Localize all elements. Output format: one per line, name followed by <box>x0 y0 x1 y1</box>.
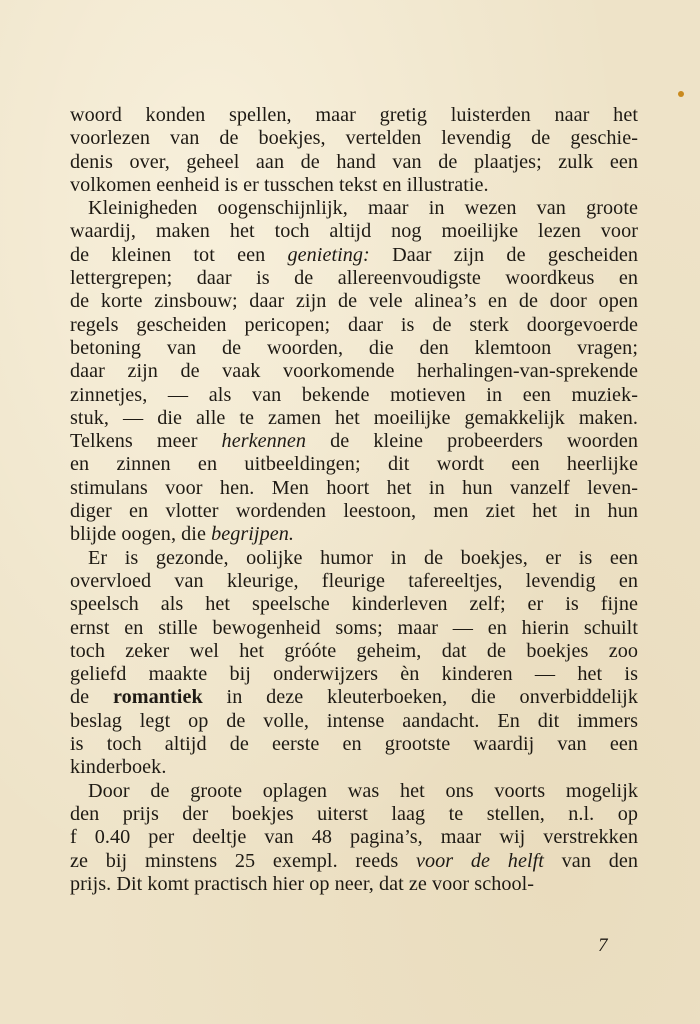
text-line <box>70 547 638 570</box>
text-line <box>70 290 638 313</box>
text-line <box>70 360 638 383</box>
text-run: regels gescheiden pericopen; daar is de sterk doorgevoerde <box>70 313 638 336</box>
text-run: f 0.40 per deeltje van 48 pagina’s, maar wij verstrekken <box>70 826 638 849</box>
text-line <box>70 733 638 756</box>
text-run: de <box>70 686 113 709</box>
text-run: den prijs der boekjes uiterst laag te stellen, n.l. op <box>70 802 638 825</box>
text-line <box>70 220 638 243</box>
text-line <box>70 267 638 290</box>
text-line <box>70 850 638 873</box>
text-line <box>70 477 638 500</box>
paragraph <box>70 547 638 780</box>
text-run: de kleinen tot een <box>70 243 288 266</box>
text-run: overvloed van kleurige, fleurige tafereeltjes, levendig en <box>70 569 638 592</box>
ink-spot <box>678 91 684 97</box>
paragraph <box>70 197 638 546</box>
text-run: toch zeker wel het gróóte geheim, dat de boekjes zoo <box>70 639 638 662</box>
italic-text: voor de helft <box>415 849 544 872</box>
text-line <box>70 174 638 197</box>
paragraph <box>70 104 638 197</box>
bold-text: romantiek <box>112 686 203 709</box>
text-line <box>70 873 638 896</box>
text-run: en zinnen en uitbeeldingen; dit wordt een heerlijke <box>70 453 638 476</box>
text-line <box>70 127 638 150</box>
text-run: diger en vlotter wordenden leestoon, men ziet het in hun <box>70 500 638 523</box>
text-run: volkomen eenheid is er tusschen tekst en illustratie. <box>70 173 489 196</box>
text-line <box>70 826 638 849</box>
text-line <box>70 384 638 407</box>
text-line <box>70 197 638 220</box>
text-run: Daar zijn de gescheiden <box>369 243 638 266</box>
text-line <box>70 593 638 616</box>
text-run: Er is gezonde, oolijke humor in de boekjes, er is een <box>88 546 638 569</box>
text-line <box>70 314 638 337</box>
text-run: geliefd maakte bij onderwijzers èn kinderen — het is <box>70 663 638 686</box>
text-run: is toch altijd de eerste en grootste waardij van een <box>70 733 638 756</box>
text-run: zinnetjes, — als van bekende motieven in een muziek- <box>70 383 638 406</box>
text-line <box>70 407 638 430</box>
body-text <box>70 104 638 896</box>
text-run: waardij, maken het toch altijd nog moeilijke lezen voor <box>70 220 638 243</box>
text-run: blijde oogen, die <box>70 523 212 546</box>
text-run: woord konden spellen, maar gretig luisterden naar het <box>70 104 638 126</box>
text-run: de korte zinsbouw; daar zijn de vele alinea’s en de door open <box>70 290 638 313</box>
italic-text: herkennen <box>221 430 307 453</box>
text-run: prijs. Dit komt practisch hier op neer, dat ze voor school- <box>70 872 535 895</box>
text-line <box>70 337 638 360</box>
text-run: betoning van de woorden, die den klemtoon vragen; <box>70 336 638 359</box>
italic-text: begrijpen. <box>211 523 294 546</box>
text-line <box>70 663 638 686</box>
page-number: 7 <box>598 935 608 956</box>
text-run: denis over, geheel aan de hand van de plaatjes; zulk een <box>70 150 638 173</box>
text-run: stimulans voor hen. Men hoort het in hun vanzelf leven- <box>70 476 638 499</box>
text-run: ze bij minstens 25 exempl. reeds <box>70 849 416 872</box>
italic-text: genieting: <box>287 243 370 266</box>
text-line <box>70 570 638 593</box>
text-run: speelsch als het speelsche kinderleven zelf; er is fijne <box>70 593 638 616</box>
text-line <box>70 151 638 174</box>
text-line <box>70 710 638 733</box>
text-line <box>70 617 638 640</box>
text-line <box>70 640 638 663</box>
text-run: kinderboek. <box>70 756 167 779</box>
text-run: ernst en stille bewogenheid soms; maar — en hierin schuilt <box>70 616 638 639</box>
text-run: Kleinigheden oogenschijnlijk, maar in wezen van groote <box>88 197 638 220</box>
text-run: voorlezen van de boekjes, vertelden levendig de geschie- <box>70 127 638 150</box>
text-line <box>70 803 638 826</box>
text-line <box>70 523 638 546</box>
text-line <box>70 756 638 779</box>
text-run: lettergrepen; daar is de allereenvoudigste woordkeus en <box>70 267 638 290</box>
text-line <box>70 430 638 453</box>
text-run: daar zijn de vaak voorkomende herhalingen-van-sprekende <box>70 360 638 383</box>
text-run: Door de groote oplagen was het ons voorts mogelijk <box>88 779 638 802</box>
text-run: beslag legt op de volle, intense aandacht. En dit immers <box>70 709 638 732</box>
text-line <box>70 244 638 267</box>
text-run: van den <box>543 849 638 872</box>
text-line <box>70 453 638 476</box>
text-run: in deze kleuterboeken, die onverbiddelijk <box>202 686 638 709</box>
text-line <box>70 780 638 803</box>
text-run: stuk, — die alle te zamen het moeilijke gemakkelijk maken. <box>70 406 638 429</box>
text-line <box>70 104 638 127</box>
paragraph <box>70 780 638 896</box>
text-line <box>70 500 638 523</box>
text-line <box>70 686 638 709</box>
text-run: Telkens meer <box>70 430 222 453</box>
text-run: de kleine probeerders woorden <box>306 430 638 453</box>
